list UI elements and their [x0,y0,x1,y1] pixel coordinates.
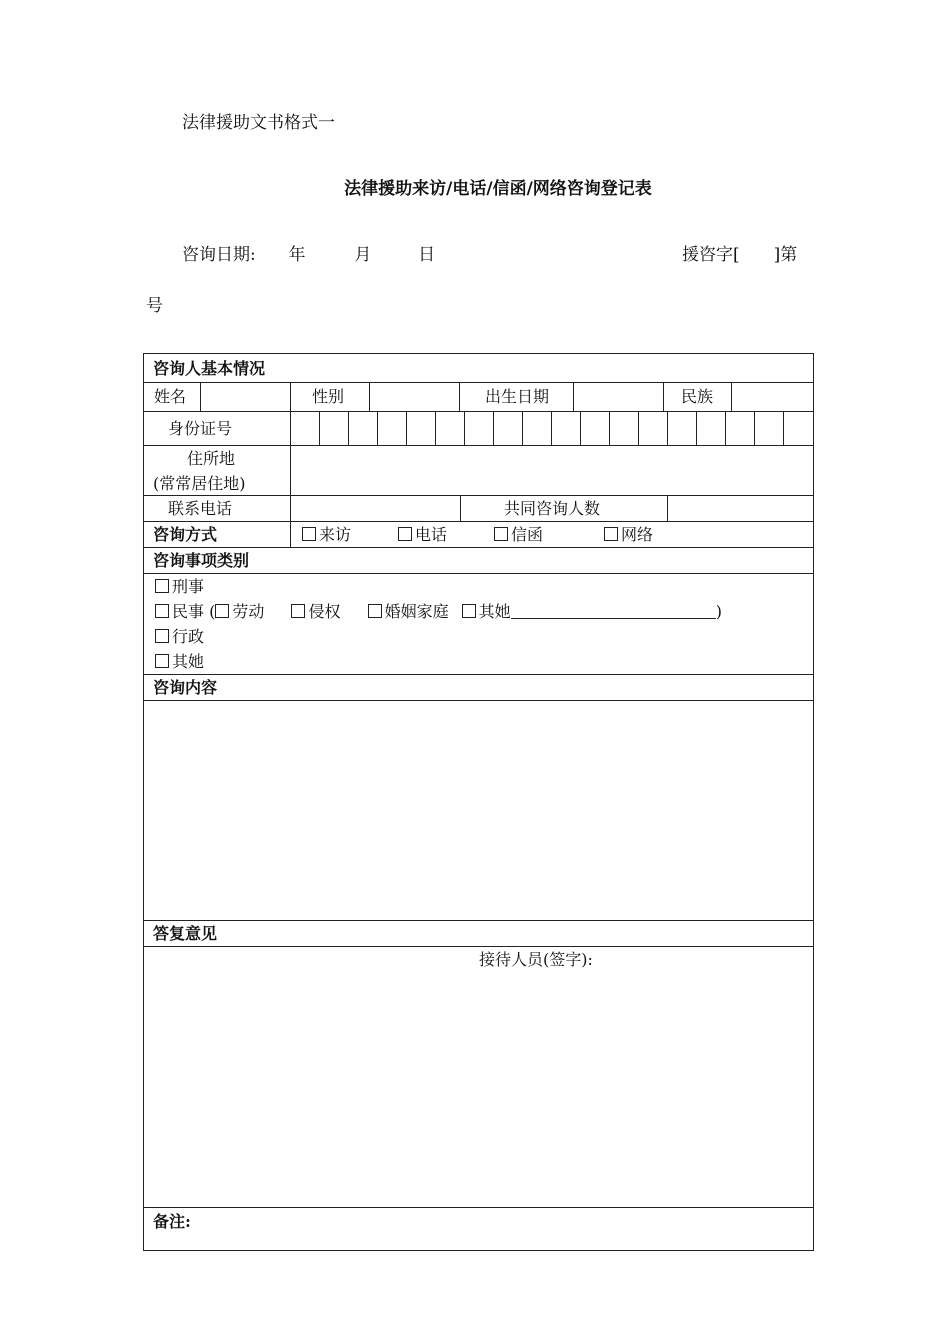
checkbox-icon[interactable] [604,527,618,541]
checkbox-icon[interactable] [155,654,169,668]
checkbox-icon[interactable] [302,527,316,541]
checkbox-icon[interactable] [155,579,169,593]
date-month: 月 [354,245,372,265]
civil-other-label: 其她 [478,602,511,621]
checkbox-icon[interactable] [398,527,412,541]
civil-marriage-label: 婚姻家庭 [384,602,449,621]
category-criminal-label: 刑事 [172,577,205,596]
consult-method-label: 咨询方式 [153,525,218,544]
name-label: 姓名 [154,387,187,406]
gender-label: 性别 [312,387,345,406]
receptionist-signature-label: 接待人员(签字): [479,950,593,969]
method-letter[interactable] [494,525,543,545]
date-label: 咨询日期: [182,245,256,265]
document-label: 法律援助文书格式一 [182,113,335,133]
checkbox-icon[interactable] [462,604,476,618]
category-label: 咨询事项类别 [153,551,250,570]
checkbox-icon[interactable] [494,527,508,541]
category-administrative[interactable] [155,627,204,647]
date-year: 年 [288,245,306,265]
ethnicity-label: 民族 [681,387,714,406]
method-visit-label: 来访 [319,525,352,544]
consult-date-line [182,240,435,265]
method-phone-label: 电话 [415,525,448,544]
civil-labor-label: 劳动 [232,602,265,621]
reply-opinion-label: 答复意见 [153,924,218,943]
category-civil-label: 民事 ( [172,602,216,621]
method-phone[interactable] [398,525,447,545]
date-day: 日 [418,245,436,265]
id-number-label: 身份证号 [168,419,233,438]
civil-tort-label: 侵权 [308,602,341,621]
category-other-label: 其她 [172,652,205,671]
registration-table [143,353,814,1251]
address-label: 住所地 [187,449,236,468]
category-admin-label: 行政 [172,627,205,646]
checkbox-icon[interactable] [291,604,305,618]
method-letter-label: 信函 [511,525,544,544]
method-online[interactable] [604,525,653,545]
birth-date-label: 出生日期 [485,387,550,406]
checkbox-icon[interactable] [155,629,169,643]
checkbox-icon[interactable] [155,604,169,618]
method-online-label: 网络 [621,525,654,544]
reference-suffix: 号 [146,296,163,316]
consult-content-label: 咨询内容 [153,678,218,697]
method-visit[interactable] [302,525,351,545]
category-civil[interactable] [155,602,722,622]
checkbox-icon[interactable] [368,604,382,618]
section-basic-info: 咨询人基本情况 [153,359,266,378]
remarks-label: 备注: [153,1212,191,1231]
co-consultant-count-label: 共同咨询人数 [504,499,601,518]
checkbox-icon[interactable] [215,604,229,618]
reference-number: 援咨字[ ]第 [682,245,798,265]
civil-other-blank[interactable] [511,604,716,619]
residence-label: (常常居住地) [153,474,246,493]
civil-close-paren: ) [715,602,722,621]
form-title: 法律援助来访/电话/信函/网络咨询登记表 [344,179,652,199]
phone-label: 联系电话 [168,499,233,518]
category-other[interactable] [155,652,204,672]
category-criminal[interactable] [155,577,204,597]
